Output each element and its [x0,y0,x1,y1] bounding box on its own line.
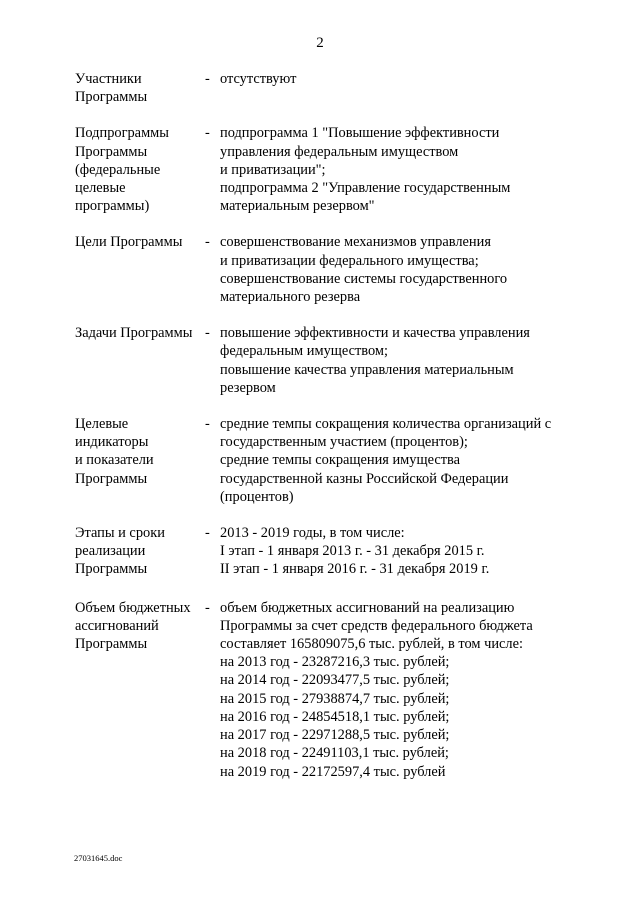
passport-row-subprograms [75,124,595,215]
value-line: средние темпы сокращения имущества [220,452,460,469]
value-line: управления федеральным имуществом [220,143,459,160]
value-line: I этап - 1 января 2013 г. - 31 декабря 2015 г. [220,543,485,560]
label-line: программы) [75,198,150,215]
row-label [75,324,205,342]
value-line: объем бюджетных ассигнований на реализацию [220,599,515,616]
row-dash: - [205,71,210,87]
label-line: Программы [75,470,148,487]
value-line: 2013 - 2019 годы, в том числе: [220,525,405,542]
row-values [220,599,595,781]
value-line: на 2018 год - 22491103,1 тыс. рублей; [220,745,449,762]
value-line: подпрограмма 1 "Повышение эффективности [220,125,500,142]
label-line: реализации [75,543,146,560]
row-label [75,70,205,106]
passport-row-indicators [75,415,595,506]
row-label [75,415,205,488]
passport-row-goals [75,233,595,306]
value-line: и приватизации федерального имущества; [220,252,479,269]
value-line: повышение качества управления материальным [220,361,514,378]
row-dash: - [205,125,210,142]
passport-row-tasks [75,324,595,397]
label-line: Этапы и сроки [75,525,165,542]
row-dash: - [205,599,210,616]
value-line: совершенствование системы государственного [220,270,508,287]
label-line: Программы [75,636,148,653]
label-line: и показатели [75,452,154,469]
value-line: на 2015 год - 27938874,7 тыс. рублей; [220,690,450,707]
row-dash: - [205,525,210,542]
passport-row-budget [75,599,595,781]
label-line: Программы [75,143,148,160]
value-line: совершенствование механизмов управления [220,234,491,251]
value-line: и приватизации"; [220,161,326,178]
label-line: Программы [75,561,148,578]
program-passport [75,70,595,799]
value-line: на 2016 год - 24854518,1 тыс. рублей; [220,708,450,725]
value-line: государственной казны Российской Федерации [220,470,509,487]
label-line: индикаторы [75,434,149,451]
row-values [220,70,595,88]
label-line: целевые [75,180,126,197]
row-dash: - [205,234,210,251]
value-line: материальным резервом" [220,198,375,215]
value-line: на 2013 год - 23287216,3 тыс. рублей; [220,654,450,671]
value-line: резервом [220,379,276,396]
passport-row-participants [75,70,595,106]
value-line: средние темпы сокращения количества организаций с [220,416,552,433]
value-line: подпрограмма 2 "Управление государственным [220,180,511,197]
label-line: Программы [75,89,148,106]
row-label [75,233,205,251]
row-label [75,599,205,654]
value-line: составляет 165809075,6 тыс. рублей, в том числе: [220,636,523,653]
row-dash: - [205,416,210,433]
row-label [75,524,205,579]
label-line: Объем бюджетных [75,599,191,616]
label-line: Цели Программы [75,234,183,251]
row-label [75,124,205,215]
label-line: Подпрограммы [75,125,169,142]
passport-row-stages [75,524,595,579]
label-line: ассигнований [75,617,159,634]
footer-file-name: 27031645.doc [74,853,123,863]
label-line: Задачи Программы [75,325,193,342]
value-line: Программы за счет средств федерального бюджета [220,617,533,634]
label-line: Целевые [75,416,129,433]
value-line: на 2014 год - 22093477,5 тыс. рублей; [220,672,450,689]
value-line: на 2017 год - 22971288,5 тыс. рублей; [220,727,450,744]
value-line: II этап - 1 января 2016 г. - 31 декабря 2019 г. [220,561,490,578]
value-line: материального резерва [220,289,361,306]
label-line: Участники [75,71,142,87]
value-line: государственным участием (процентов); [220,434,468,451]
row-dash: - [205,325,210,342]
row-values [220,415,595,506]
row-values [220,524,595,579]
page-number: 2 [316,35,324,51]
row-values [220,324,595,397]
value-line: на 2019 год - 22172597,4 тыс. рублей [220,763,446,780]
value-line: (процентов) [220,488,294,505]
value-line: повышение эффективности и качества управления [220,325,530,342]
row-values [220,124,595,215]
label-line: (федеральные [75,161,161,178]
value-line: отсутствуют [220,71,297,87]
row-values [220,233,595,306]
value-line: федеральным имуществом; [220,343,388,360]
